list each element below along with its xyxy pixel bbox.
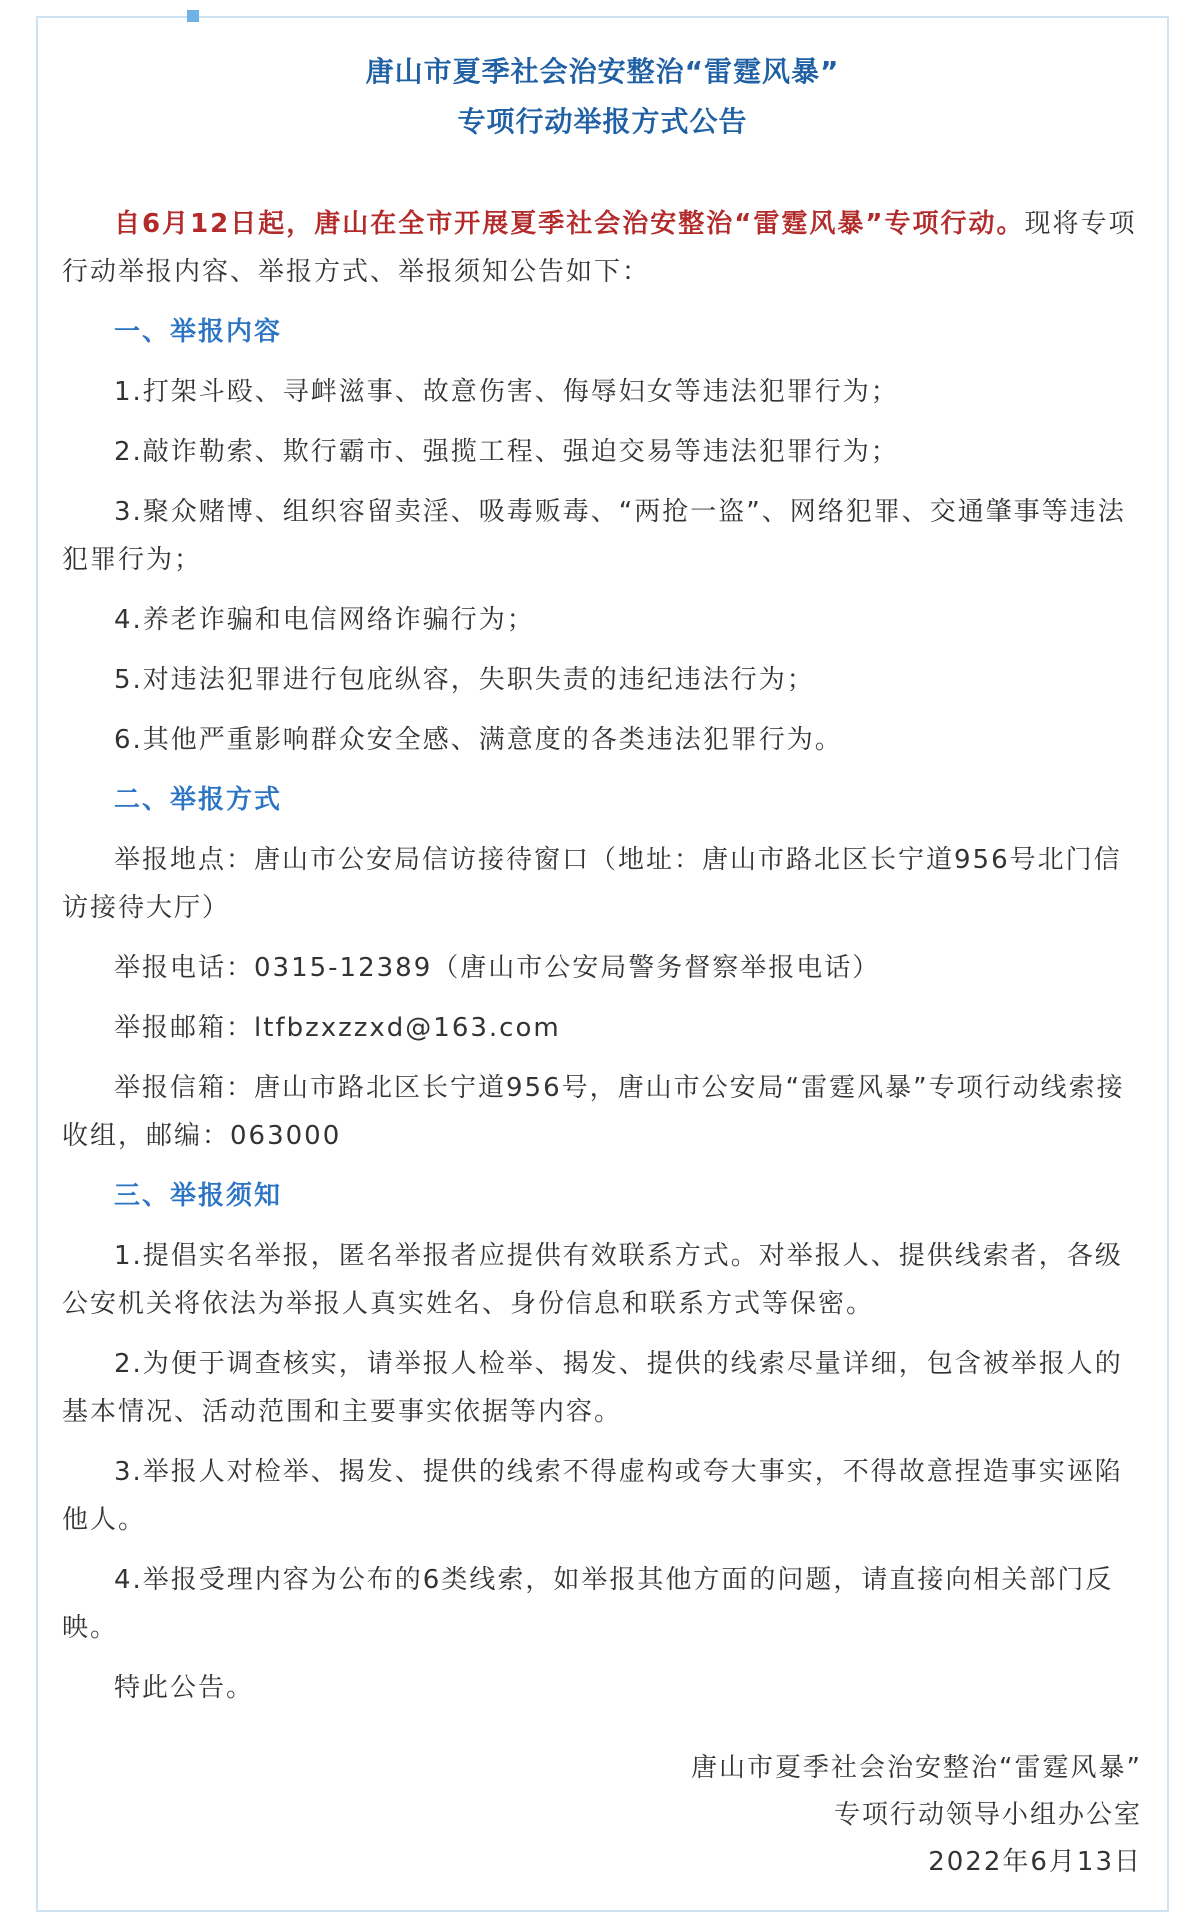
report-content-item: 2.敲诈勒索、欺行霸市、强揽工程、强迫交易等违法犯罪行为；	[114, 437, 899, 467]
section-heading-report-notes: 三、举报须知	[114, 1181, 283, 1211]
intro-paragraph	[62, 200, 1142, 296]
report-method-mailbox: 举报信箱：唐山市路北区长宁道956号，唐山市公安局“雷霆风暴”专项行动线索接收组，邮编：063000	[62, 1073, 1125, 1151]
report-note-item: 4.举报受理内容为公布的6类线索，如举报其他方面的问题，请直接向相关部门反映。	[62, 1565, 1114, 1643]
report-content-item: 1.打架斗殴、寻衅滋事、故意伤害、侮辱妇女等违法犯罪行为；	[114, 377, 899, 407]
page-title-line-2: 专项行动举报方式公告	[457, 105, 748, 138]
report-note-item: 1.提倡实名举报，匿名举报者应提供有效联系方式。对举报人、提供线索者，各级公安机关将依法为举报人真实姓名、身份信息和联系方式等保密。	[62, 1241, 1123, 1319]
report-content-item: 3.聚众赌博、组织容留卖淫、吸毒贩毒、“两抢一盗”、网络犯罪、交通肇事等违法犯罪行为；	[62, 497, 1126, 575]
report-content-item: 4.养老诈骗和电信网络诈骗行为；	[114, 605, 535, 635]
signature-block	[691, 1745, 1142, 1886]
report-content-item: 5.对违法犯罪进行包庇纵容，失职失责的违纪违法行为；	[114, 665, 815, 695]
section-heading-report-methods: 二、举报方式	[114, 785, 283, 815]
report-method-email: 举报邮箱：ltfbzxzzxd@163.com	[114, 1013, 561, 1043]
signature-date: 2022年6月13日	[928, 1847, 1142, 1877]
report-method-address: 举报地点：唐山市公安局信访接待窗口（地址：唐山市路北区长宁道956号北门信访接待大厅）	[62, 845, 1122, 923]
section-heading-report-content: 一、举报内容	[114, 317, 283, 347]
report-content-item: 6.其他严重影响群众安全感、满意度的各类违法犯罪行为。	[114, 725, 843, 755]
report-note-item: 2.为便于调查核实，请举报人检举、揭发、提供的线索尽量详细，包含被举报人的基本情况、活动范围和主要事实依据等内容。	[62, 1349, 1123, 1427]
notice-body	[62, 200, 1142, 1724]
intro-rest: 现将专项行动举报内容、举报方式、举报须知公告如下：	[62, 209, 1137, 287]
closing-statement: 特此公告。	[114, 1673, 255, 1703]
signature-line-2: 专项行动领导小组办公室	[833, 1800, 1142, 1830]
report-note-item: 3.举报人对检举、揭发、提供的线索不得虚构或夸大事实，不得故意捏造事实诬陷他人。	[62, 1457, 1123, 1535]
report-method-phone: 举报电话：0315-12389（唐山市公安局警务督察举报电话）	[114, 953, 881, 983]
intro-lead: 自6月12日起，唐山在全市开展夏季社会治安整治“雷霆风暴”专项行动。	[114, 209, 1025, 239]
corner-decoration	[187, 10, 199, 22]
page-title-line-1: 唐山市夏季社会治安整治“雷霆风暴”	[365, 55, 840, 88]
signature-line-1: 唐山市夏季社会治安整治“雷霆风暴”	[691, 1753, 1142, 1783]
